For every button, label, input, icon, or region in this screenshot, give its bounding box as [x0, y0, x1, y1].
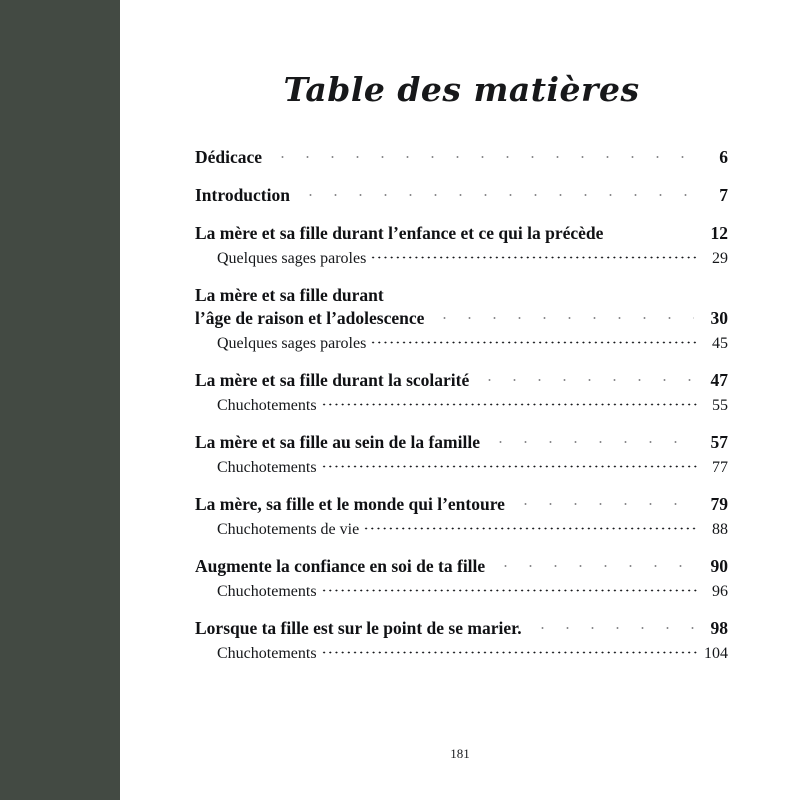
toc-page-number: 47	[710, 370, 728, 390]
toc-leader-dots	[270, 154, 694, 160]
toc-leader-dots	[321, 402, 697, 407]
toc-entry-row	[195, 370, 728, 391]
toc-subentry[interactable]	[195, 521, 728, 539]
toc-entry-label: l’âge de raison et l’adolescence	[195, 308, 425, 328]
table-of-contents	[195, 147, 728, 663]
toc-entry-row	[195, 223, 728, 244]
toc-entry[interactable]	[195, 185, 728, 206]
toc-page-number: 79	[710, 494, 728, 514]
toc-page-number: 104	[704, 645, 728, 662]
toc-page-number: 77	[712, 459, 728, 476]
toc-entry-label: Quelques sages paroles	[217, 250, 367, 267]
toc-entry-row	[195, 618, 728, 639]
toc-leader-dots	[477, 377, 694, 383]
toc-subentry[interactable]	[195, 397, 728, 415]
toc-subentry[interactable]	[195, 583, 728, 601]
page-folio-number: 181	[450, 746, 470, 761]
toc-leader-dots	[298, 192, 694, 198]
toc-entry-row	[195, 521, 728, 539]
book-page	[120, 0, 800, 800]
toc-entry[interactable]	[195, 370, 728, 391]
toc-entry-label: Introduction	[195, 185, 290, 205]
toc-leader-dots	[530, 625, 694, 631]
toc-entry-row	[195, 185, 728, 206]
toc-page-number: 12	[710, 223, 728, 243]
toc-leader-dots	[363, 526, 697, 531]
toc-entry-row	[195, 397, 728, 415]
toc-entry[interactable]	[195, 285, 728, 329]
toc-entry-row	[195, 556, 728, 577]
toc-leader-dots	[493, 563, 694, 569]
toc-entry-row	[195, 335, 728, 353]
toc-entry-row	[195, 250, 728, 268]
toc-entry[interactable]	[195, 618, 728, 639]
toc-entry-label: La mère et sa fille durant l’enfance et ce qui la précède	[195, 223, 604, 243]
toc-entry-label: Chuchotements	[217, 459, 317, 476]
toc-subentry[interactable]	[195, 645, 728, 663]
toc-page-number: 57	[710, 432, 728, 452]
toc-entry-row	[195, 645, 728, 663]
toc-page-number: 55	[712, 397, 728, 414]
toc-leader-dots	[513, 501, 694, 507]
toc-entry-row	[195, 308, 728, 329]
toc-entry[interactable]	[195, 147, 728, 168]
toc-page-number: 7	[719, 185, 728, 205]
toc-entry-row	[195, 459, 728, 477]
toc-page-number: 98	[710, 618, 728, 638]
toc-subentry[interactable]	[195, 335, 728, 353]
toc-entry-row	[195, 583, 728, 601]
toc-page-number: 96	[712, 583, 728, 600]
toc-leader-dots	[370, 255, 697, 260]
toc-entry-label-line1: La mère et sa fille durant	[195, 285, 384, 305]
toc-entry-label: Dédicace	[195, 147, 263, 167]
toc-entry-label: La mère et sa fille au sein de la famille	[195, 432, 480, 452]
toc-entry-row	[195, 494, 728, 515]
toc-leader-dots	[321, 650, 697, 655]
toc-entry[interactable]	[195, 432, 728, 453]
toc-page-number: 30	[710, 308, 728, 328]
toc-entry-label: Quelques sages paroles	[217, 335, 367, 352]
toc-leader-dots	[432, 315, 694, 321]
page-title: Table des matières	[283, 70, 640, 109]
page-content	[120, 0, 800, 800]
toc-page-number: 90	[710, 556, 728, 576]
toc-entry-label: La mère et sa fille durant la scolarité	[195, 370, 470, 390]
toc-entry-label: La mère, sa fille et le monde qui l’entoure	[195, 494, 505, 514]
toc-entry[interactable]	[195, 494, 728, 515]
toc-page-number: 29	[712, 250, 728, 267]
toc-entry-label: Chuchotements	[217, 645, 317, 662]
toc-leader-dots	[488, 439, 694, 445]
toc-page-number: 45	[712, 335, 728, 352]
toc-entry-label: Chuchotements	[217, 397, 317, 414]
toc-entry-row	[195, 432, 728, 453]
toc-entry-label: Augmente la confiance en soi de ta fille	[195, 556, 486, 576]
toc-subentry[interactable]	[195, 250, 728, 268]
toc-entry-row	[195, 147, 728, 168]
toc-leader-dots	[370, 340, 697, 345]
toc-entry[interactable]	[195, 223, 728, 244]
toc-entry-label: Chuchotements de vie	[217, 521, 360, 538]
toc-page-number: 6	[719, 147, 728, 167]
toc-entry[interactable]	[195, 556, 728, 577]
toc-leader-dots	[321, 588, 697, 593]
toc-leader-dots	[321, 464, 697, 469]
toc-page-number: 88	[712, 521, 728, 538]
toc-entry-label: Chuchotements	[217, 583, 317, 600]
toc-subentry[interactable]	[195, 459, 728, 477]
toc-entry-label: Lorsque ta fille est sur le point de se marier.	[195, 618, 522, 638]
